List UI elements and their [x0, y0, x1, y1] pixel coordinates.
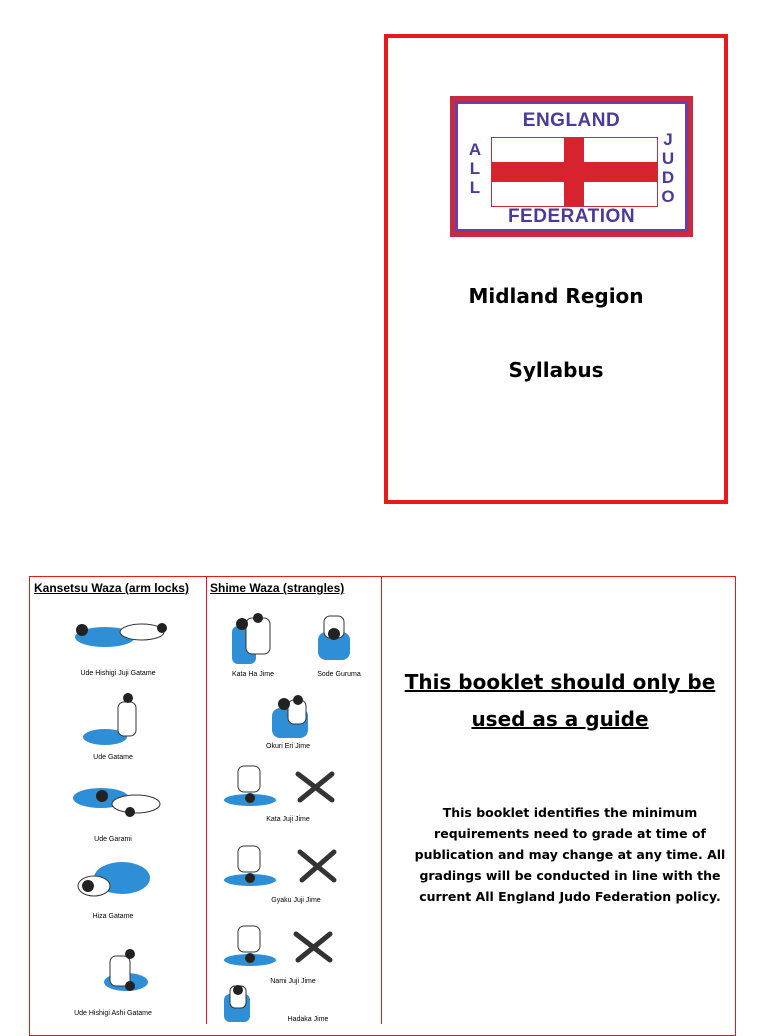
kata-juji-jime-figure — [222, 762, 278, 810]
crossed-hands-icon — [290, 928, 338, 968]
logo-letter: A — [468, 140, 482, 159]
logo-letter: L — [469, 159, 481, 178]
technique-label: Hiza Gatame — [92, 913, 134, 920]
ude-hishigi-juji-gatame-figure — [70, 612, 170, 662]
st-george-flag-icon — [491, 137, 658, 207]
technique-label: Kata Juji Jime — [266, 816, 310, 823]
logo-letter: D — [661, 168, 675, 187]
technique-label: Nami Juji Jime — [270, 978, 316, 985]
guide-body-text: This booklet identifies the minimum requirements need to grade at time of publication and may change at any time. All gradings will be conducted in line with the current All England Judo Federation policy. — [414, 805, 726, 904]
kata-ha-jime-figure — [228, 612, 276, 666]
technique-label: Gyaku Juji Jime — [271, 897, 321, 904]
kansetsu-waza-heading: Kansetsu Waza (arm locks) — [34, 581, 189, 595]
cover-subtitle: Syllabus — [508, 358, 604, 382]
hiza-gatame-figure — [72, 856, 156, 906]
logo-letter: L — [469, 178, 481, 197]
guide-heading-line-2: used as a guide — [471, 707, 649, 731]
logo-inner-frame — [455, 101, 688, 232]
ude-garami-figure — [66, 776, 170, 826]
technique-label: Ude Hishigi Juji Gatame — [80, 670, 156, 677]
gyaku-juji-jime-figure — [222, 842, 278, 890]
ude-hishigi-ashi-gatame-figure — [66, 946, 158, 1004]
logo-letter: O — [661, 187, 675, 206]
technique-label: Sode Guruma — [317, 671, 361, 678]
logo-left-letters — [465, 140, 485, 197]
nami-juji-jime-figure — [222, 922, 278, 970]
technique-label: Kata Ha Jime — [231, 671, 275, 678]
logo-letter: J — [663, 130, 673, 149]
guide-heading-line-1: This booklet should only be — [404, 670, 716, 694]
shime-waza-heading: Shime Waza (strangles) — [210, 581, 345, 595]
ude-gatame-figure — [80, 692, 150, 752]
technique-label: Ude Garami — [94, 836, 132, 843]
logo-bottom-word: FEDERATION — [507, 206, 636, 227]
logo-letter: U — [661, 149, 675, 168]
hadaka-jime-figure — [220, 984, 254, 1024]
technique-label: Ude Hishigi Ashi Gatame — [74, 1010, 152, 1017]
technique-label: Okuri Eri Jime — [266, 743, 310, 750]
crossed-hands-icon — [294, 846, 342, 888]
okuri-eri-jime-figure — [268, 694, 312, 740]
column-divider — [381, 576, 382, 1024]
aejf-logo — [450, 96, 693, 237]
logo-right-letters — [658, 130, 678, 206]
technique-label: Hadaka Jime — [287, 1016, 329, 1023]
logo-top-word: ENGLAND — [522, 110, 621, 131]
technique-label: Ude Gatame — [93, 754, 133, 761]
cover-region-title: Midland Region — [468, 284, 644, 308]
sode-guruma-figure — [314, 612, 354, 662]
column-divider — [206, 576, 207, 1024]
crossed-hands-icon — [292, 768, 340, 808]
